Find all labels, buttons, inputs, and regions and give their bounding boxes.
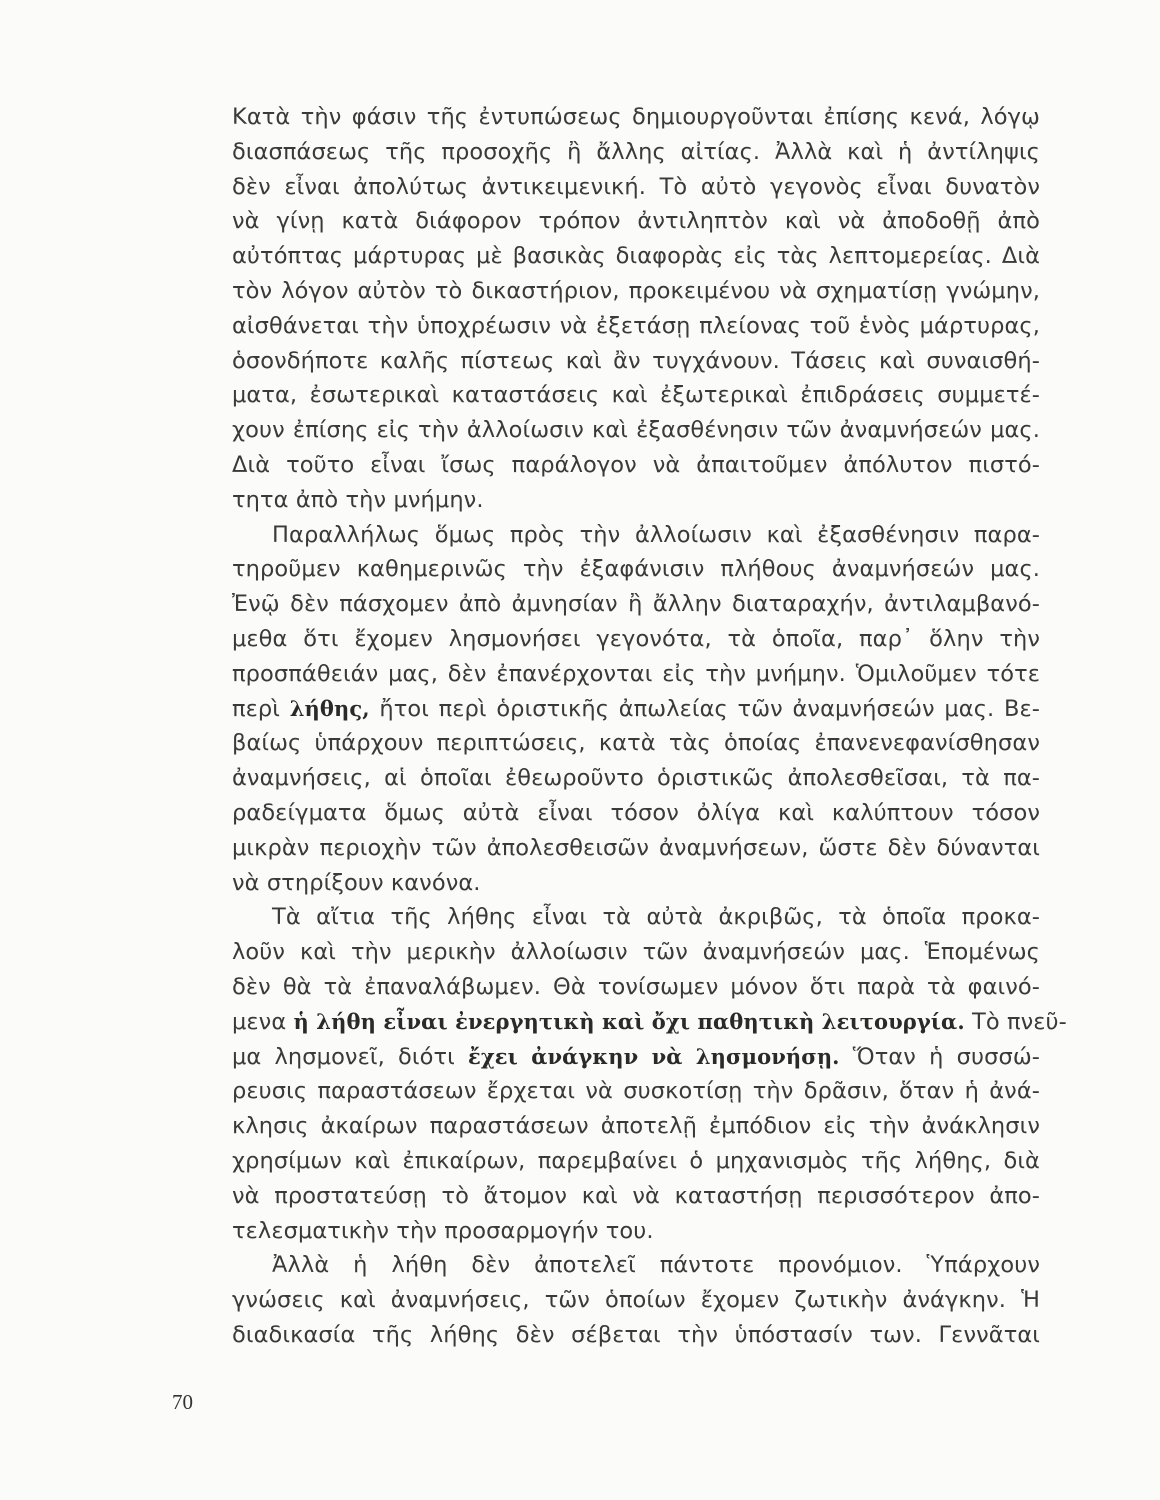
text-line (232, 204, 1040, 239)
text-line (232, 1179, 1040, 1214)
text-segment: μικρὰν περιοχὴν τῶν ἀπολεσθεισῶν ἀναμνήσεων, ὥστε δὲν δύνανται (232, 834, 1040, 861)
text-line (232, 1005, 1067, 1040)
text-segment: περὶ (232, 695, 290, 722)
text-segment: ραδείγματα ὅμως αὐτὰ εἶναι τόσον ὀλίγα καὶ καλύπτουν τόσον (232, 799, 1040, 826)
text-segment: διασπάσεως τῆς προσοχῆς ἢ ἄλλης αἰτίας. Ἀλλὰ καὶ ἡ ἀντίληψις (232, 138, 1040, 165)
text-line (232, 1074, 1040, 1109)
text-line (232, 1144, 1040, 1179)
text-line (232, 170, 1040, 205)
text-segment: μεθα ὅτι ἔχομεν λησμονήσει γεγονότα, τὰ ὁποῖα, παρ᾿ ὅλην τὴν (232, 625, 1040, 652)
text-line (232, 831, 1040, 866)
text-line (232, 309, 1040, 344)
text-segment: Ἀλλὰ ἡ λήθη δὲν ἀποτελεῖ πάντοτε προνόμιον. Ὑπάρχουν (272, 1252, 1040, 1279)
text-segment: αὐτόπτας μάρτυρας μὲ βασικὰς διαφορὰς εἰς τὰς λεπτομερείας. Διὰ (232, 243, 1040, 270)
text-segment: νὰ γίνῃ κατὰ διάφορον τρόπον ἀντιληπτὸν καὶ νὰ ἀποδοθῇ ἀπὸ (232, 208, 1040, 235)
text-line (232, 344, 1040, 379)
text-line (232, 274, 1040, 309)
text-line (232, 1109, 1040, 1144)
text-line (232, 483, 1040, 518)
text-segment: Τὸ πνεῦ- (964, 1008, 1067, 1035)
text-segment: βαίως ὑπάρχουν περιπτώσεις, κατὰ τὰς ὁποίας ἐπανενεφανίσθησαν (232, 730, 1040, 757)
text-line (232, 378, 1040, 413)
paragraph (232, 1248, 1040, 1352)
text-segment: λοῦν καὶ τὴν μερικὴν ἀλλοίωσιν τῶν ἀναμνήσεών μας. Ἑπομένως (232, 939, 1040, 966)
text-line (232, 900, 1040, 935)
text-line (232, 100, 1040, 135)
text-line (232, 1214, 1040, 1249)
paragraph (232, 900, 1067, 1248)
text-segment: δὲν εἶναι ἀπολύτως ἀντικειμενική. Τὸ αὐτὸ γεγονὸς εἶναι δυνατὸν (232, 173, 1040, 200)
text-segment: αἰσθάνεται τὴν ὑποχρέωσιν νὰ ἐξετάσῃ πλείονας τοῦ ἑνὸς μάρτυρας, (232, 312, 1040, 339)
text-line (232, 866, 1040, 901)
text-line (232, 1318, 1040, 1353)
text-line (232, 518, 1040, 553)
text-segment: νὰ στηρίξουν κανόνα. (232, 869, 481, 896)
text-segment: ματα, ἐσωτερικαὶ καταστάσεις καὶ ἐξωτερικαὶ ἐπιδράσεις συμμετέ- (232, 382, 1040, 409)
text-line (232, 796, 1040, 831)
text-segment: γνώσεις καὶ ἀναμνήσεις, τῶν ὁποίων ἔχομεν ζωτικὴν ἀνάγκην. Ἡ (232, 1287, 1040, 1314)
text-segment: προσπάθειάν μας, δὲν ἐπανέρχονται εἰς τὴν μνήμην. Ὁμιλοῦμεν τότε (232, 660, 1040, 687)
body-text (232, 100, 1067, 1353)
text-line (232, 726, 1040, 761)
text-segment: τελεσματικὴν τὴν προσαρμογήν του. (232, 1217, 654, 1244)
text-line (232, 935, 1040, 970)
bold-phrase: ἔχει ἀνάγκην νὰ λησμονήσῃ. (467, 1043, 840, 1069)
text-segment: Παραλλήλως ὅμως πρὸς τὴν ἀλλοίωσιν καὶ ἐξασθένησιν παρα- (272, 521, 1040, 548)
page-number: 70 (172, 1390, 193, 1414)
text-line (232, 413, 1040, 448)
text-segment: τηροῦμεν καθημερινῶς τὴν ἐξαφάνισιν πλήθους ἀναμνήσεών μας. (232, 556, 1040, 583)
text-segment: ἀναμνήσεις, αἱ ὁποῖαι ἐθεωροῦντο ὁριστικῶς ἀπολεσθεῖσαι, τὰ πα- (232, 765, 1040, 792)
text-segment: τητα ἀπὸ τὴν μνήμην. (232, 486, 484, 513)
text-line (232, 135, 1040, 170)
text-line (232, 970, 1040, 1005)
text-segment: δὲν θὰ τὰ ἐπαναλάβωμεν. Θὰ τονίσωμεν μόνον ὅτι παρὰ τὰ φαινό- (232, 973, 1040, 1000)
text-segment: Τὰ αἴτια τῆς λήθης εἶναι τὰ αὐτὰ ἀκριβῶς, τὰ ὁποῖα προκα- (272, 904, 1040, 931)
text-line (232, 1283, 1040, 1318)
text-line (232, 1248, 1040, 1283)
text-line (232, 657, 1040, 692)
text-segment: ἤτοι περὶ ὁριστικῆς ἀπωλείας τῶν ἀναμνήσεών μας. Βε- (369, 695, 1040, 722)
text-line (232, 692, 1040, 727)
text-segment: Ἐνῷ δὲν πάσχομεν ἀπὸ ἀμνησίαν ἢ ἄλλην διαταραχήν, ἀντιλαμβανό- (232, 591, 1040, 618)
text-line (232, 239, 1040, 274)
text-segment: κλησις ἀκαίρων παραστάσεων ἀποτελῇ ἐμπόδιον εἰς τὴν ἀνάκλησιν (232, 1113, 1040, 1140)
text-segment: Ὅταν ἡ συσσώ- (839, 1043, 1040, 1070)
text-segment: χουν ἐπίσης εἰς τὴν ἀλλοίωσιν καὶ ἐξασθένησιν τῶν ἀναμνήσεών μας. (232, 417, 1040, 444)
text-segment: χρησίμων καὶ ἐπικαίρων, παρεμβαίνει ὁ μηχανισμὸς τῆς λήθης, διὰ (232, 1147, 1040, 1174)
text-segment: ρευσις παραστάσεων ἔρχεται νὰ συσκοτίσῃ τὴν δρᾶσιν, ὅταν ἡ ἀνά- (232, 1078, 1040, 1105)
bold-phrase: λήθης, (289, 695, 370, 721)
text-line (232, 552, 1040, 587)
text-segment: ὁσονδήποτε καλῆς πίστεως καὶ ἂν τυγχάνουν. Τάσεις καὶ συναισθή- (232, 347, 1040, 374)
paragraph (232, 518, 1040, 901)
text-segment: νὰ προστατεύσῃ τὸ ἄτομον καὶ νὰ καταστήσῃ περισσότερον ἀπο- (232, 1182, 1040, 1209)
paragraph (232, 100, 1040, 518)
text-line (232, 448, 1040, 483)
text-segment: Διὰ τοῦτο εἶναι ἴσως παράλογον νὰ ἀπαιτοῦμεν ἀπόλυτον πιστό- (232, 451, 1040, 478)
text-line (232, 1040, 1040, 1075)
text-segment: τὸν λόγον αὐτὸν τὸ δικαστήριον, προκειμένου νὰ σχηματίσῃ γνώμην, (232, 277, 1040, 304)
text-segment: διαδικασία τῆς λήθης δὲν σέβεται τὴν ὑπόστασίν των. Γεννᾶται (232, 1321, 1040, 1348)
bold-phrase: ἡ λήθη εἶναι ἐνεργητικὴ καὶ ὄχι παθητικὴ λειτουργία. (293, 1008, 965, 1034)
text-line (232, 587, 1040, 622)
text-segment: Κατὰ τὴν φάσιν τῆς ἐντυπώσεως δημιουργοῦνται ἐπίσης κενά, λόγῳ (232, 104, 1040, 130)
text-line (232, 761, 1040, 796)
text-segment: μα λησμονεῖ, διότι (232, 1043, 468, 1070)
text-segment: μενα (232, 1008, 294, 1035)
text-line (232, 622, 1040, 657)
